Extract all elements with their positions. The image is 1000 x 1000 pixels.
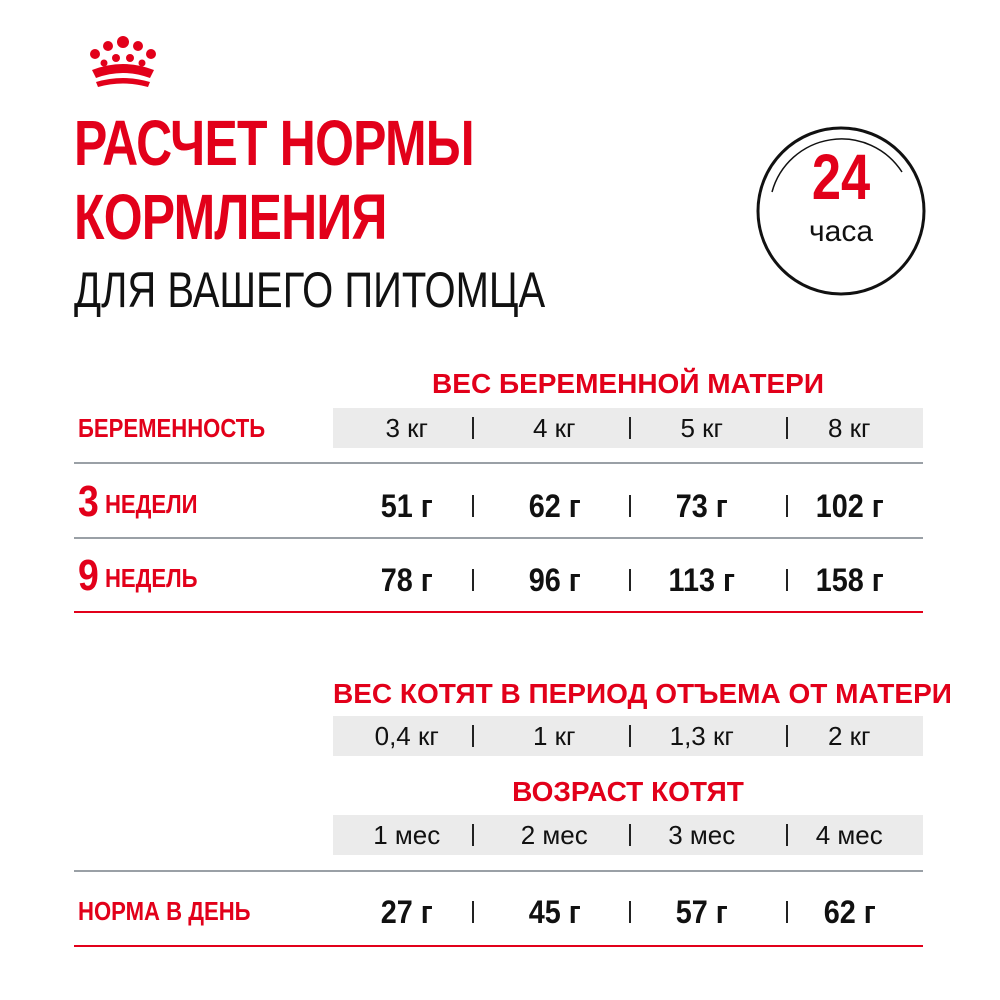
column-separator bbox=[786, 569, 788, 591]
table-cell: 62 г bbox=[528, 487, 581, 524]
column-separator bbox=[629, 725, 631, 747]
kitten-weight-cell: 1 кг bbox=[532, 720, 576, 751]
kitten-weight-cell: 2 кг bbox=[827, 720, 871, 751]
column-separator bbox=[786, 495, 788, 517]
row-unit: НЕДЕЛЬ bbox=[104, 563, 198, 593]
pregnancy-weights-row bbox=[333, 408, 923, 448]
column-separator bbox=[629, 417, 631, 439]
table-cell: 102 г bbox=[815, 487, 884, 524]
column-separator bbox=[472, 824, 474, 846]
kitten-weight-cell: 0,4 кг bbox=[374, 720, 439, 751]
column-separator bbox=[629, 569, 631, 591]
column-separator bbox=[786, 901, 788, 923]
kittens-section-title: ВЕС КОТЯТ В ПЕРИОД ОТЪЕМА ОТ МАТЕРИ bbox=[333, 678, 952, 709]
table-cell: 51 г bbox=[380, 487, 433, 524]
divider bbox=[74, 537, 923, 539]
kittens-age-title: ВОЗРАСТ КОТЯТ bbox=[512, 776, 744, 807]
kittens-weights-row bbox=[333, 716, 923, 756]
norm-row-label: НОРМА В ДЕНЬ bbox=[78, 896, 251, 926]
column-separator bbox=[629, 495, 631, 517]
kitten-age-cell: 1 мес bbox=[373, 819, 441, 850]
table-cell: 62 г bbox=[823, 893, 876, 930]
kittens-ages-row bbox=[333, 815, 923, 855]
kitten-age-cell: 2 мес bbox=[520, 819, 588, 850]
kitten-age-cell: 4 мес bbox=[815, 819, 883, 850]
column-separator bbox=[472, 569, 474, 591]
badge-unit: часа bbox=[809, 215, 873, 248]
divider bbox=[74, 870, 923, 872]
pregnancy-weight-cell: 3 кг bbox=[385, 412, 429, 443]
page-title-line1: РАСЧЕТ НОРМЫ bbox=[74, 107, 474, 179]
pregnancy-weight-cell: 4 кг bbox=[532, 412, 576, 443]
table-cell: 57 г bbox=[675, 893, 728, 930]
column-separator bbox=[786, 725, 788, 747]
table-cell: 158 г bbox=[815, 561, 884, 598]
column-separator bbox=[629, 901, 631, 923]
column-separator bbox=[629, 824, 631, 846]
crown-icon bbox=[78, 32, 168, 92]
column-separator bbox=[472, 725, 474, 747]
kitten-age-cell: 3 мес bbox=[668, 819, 736, 850]
column-separator bbox=[786, 824, 788, 846]
table-row bbox=[333, 890, 923, 934]
row-number: 9 bbox=[78, 551, 99, 600]
badge-number: 24 bbox=[811, 141, 871, 213]
row-number: 3 bbox=[78, 477, 99, 526]
column-separator bbox=[472, 901, 474, 923]
pregnancy-weight-cell: 8 кг bbox=[827, 412, 871, 443]
divider bbox=[74, 945, 923, 947]
divider bbox=[74, 462, 923, 464]
row-label-9-weeks bbox=[78, 551, 198, 600]
divider bbox=[74, 611, 923, 613]
pregnancy-section-title: ВЕС БЕРЕМЕННОЙ МАТЕРИ bbox=[432, 368, 824, 399]
column-separator bbox=[472, 495, 474, 517]
table-cell: 27 г bbox=[380, 893, 433, 930]
row-unit: НЕДЕЛИ bbox=[104, 489, 198, 519]
row-label-3-weeks bbox=[78, 477, 198, 526]
pregnancy-weight-cell: 5 кг bbox=[680, 412, 724, 443]
table-cell: 78 г bbox=[380, 561, 433, 598]
table-cell: 96 г bbox=[528, 561, 581, 598]
page-title-line2: КОРМЛЕНИЯ bbox=[74, 181, 387, 253]
pregnancy-row-label: БЕРЕМЕННОСТЬ bbox=[78, 413, 266, 443]
table-cell: 45 г bbox=[528, 893, 581, 930]
column-separator bbox=[786, 417, 788, 439]
column-separator bbox=[472, 417, 474, 439]
table-row bbox=[333, 484, 923, 528]
table-cell: 113 г bbox=[668, 561, 735, 598]
table-cell: 73 г bbox=[675, 487, 728, 524]
kitten-weight-cell: 1,3 кг bbox=[669, 720, 734, 751]
page-subtitle: ДЛЯ ВАШЕГО ПИТОМЦА bbox=[74, 262, 546, 318]
table-row bbox=[333, 558, 923, 602]
